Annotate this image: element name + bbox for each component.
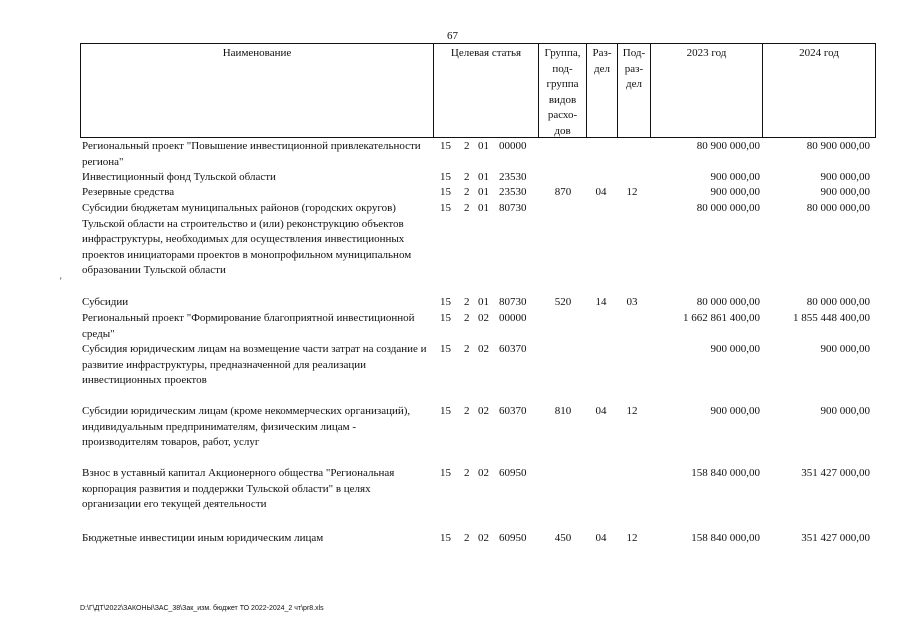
row-2024: 80 000 000,00: [806, 296, 870, 308]
header-name: [81, 44, 433, 137]
row-code-project: 02: [478, 467, 489, 479]
row-group: 520: [554, 296, 572, 308]
row-2023: 80 000 000,00: [696, 296, 760, 308]
header-subsection-line: раз-: [624, 62, 644, 75]
row-2024: 351 427 000,00: [801, 532, 870, 544]
stray-mark: ': [60, 276, 62, 286]
row-code-program: 15: [440, 467, 451, 479]
row-2023: 1 662 861 400,00: [683, 312, 760, 324]
row-2023: 80 000 000,00: [696, 202, 760, 214]
row-code-program: 15: [440, 186, 451, 198]
row-2023: 900 000,00: [710, 343, 760, 355]
row-code-subprogram: 2: [464, 202, 470, 214]
row-name: Региональный проект "Повышение инвестиционной привлекательности региона": [82, 140, 421, 168]
row-2024: 1 855 448 400,00: [793, 312, 870, 324]
row-code-direction: 60370: [499, 343, 527, 355]
row-code-program: 15: [440, 405, 451, 417]
row-2024: 80 900 000,00: [806, 140, 870, 152]
row-code-subprogram: 2: [464, 405, 470, 417]
row-code-program: 15: [440, 343, 451, 355]
row-subsection: 12: [626, 405, 638, 417]
row-name: Взнос в уставный капитал Акционерного общества "Региональная корпорация развития и поддержки Тульской области" в целях организации его текущей деятельности: [82, 467, 395, 510]
row-code-project: 02: [478, 405, 489, 417]
row-name: Бюджетные инвестиции иным юридическим лицам: [82, 532, 324, 544]
row-code-project: 02: [478, 312, 489, 324]
row-name: Субсидии юридическим лицам (кроме некоммерческих организаций), индивидуальным предпринимателям, физическим лицам - производителям товаров, работ, услуг: [82, 405, 411, 448]
row-code-program: 15: [440, 202, 451, 214]
header-subsection-line: Под-: [622, 47, 646, 59]
row-code-direction: 23530: [499, 171, 527, 183]
row-code-program: 15: [440, 171, 451, 183]
row-subsection: 03: [626, 296, 638, 308]
row-2024: 900 000,00: [820, 186, 870, 198]
row-group: 810: [554, 405, 572, 417]
row-name: Резервные средства: [82, 186, 175, 198]
row-section: 04: [595, 405, 607, 417]
row-code-subprogram: 2: [464, 296, 470, 308]
row-2023: 158 840 000,00: [691, 467, 760, 479]
row-name: Субсидия юридическим лицам на возмещение части затрат на создание и развитие инфраструктуры, предназначенной для реализации инвестиционных проектов: [82, 343, 427, 386]
row-2024: 80 000 000,00: [806, 202, 870, 214]
row-code-program: 15: [440, 532, 451, 544]
header-group-line: под-: [552, 62, 573, 75]
page-number: 67: [447, 30, 458, 42]
header-2024: [762, 44, 875, 137]
row-code-subprogram: 2: [464, 343, 470, 355]
row-2024: 900 000,00: [820, 171, 870, 183]
row-code-program: 15: [440, 296, 451, 308]
row-code-program: 15: [440, 140, 451, 152]
header-group-line: группа: [546, 78, 579, 90]
header-subsection-line: дел: [626, 78, 642, 90]
row-code-project: 01: [478, 186, 489, 198]
row-code-subprogram: 2: [464, 140, 470, 152]
row-subsection: 12: [626, 532, 638, 544]
header-group-line: видов: [548, 93, 577, 106]
header-group: [538, 44, 586, 137]
row-2023: 158 840 000,00: [691, 532, 760, 544]
row-2024: 351 427 000,00: [801, 467, 870, 479]
row-2023: 900 000,00: [710, 405, 760, 417]
header-target-label: Целевая статья: [450, 47, 522, 59]
row-code-direction: 80730: [499, 296, 527, 308]
row-name: Региональный проект "Формирование благоприятной инвестиционной среды": [82, 312, 415, 340]
row-2023: 900 000,00: [710, 171, 760, 183]
row-name: Субсидии: [82, 296, 129, 308]
table-header: [80, 43, 876, 138]
row-subsection: 12: [626, 186, 638, 198]
row-code-subprogram: 2: [464, 171, 470, 183]
row-2023: 80 900 000,00: [696, 140, 760, 152]
header-2024-label: 2024 год: [799, 47, 839, 59]
header-subsection: [617, 44, 650, 137]
row-code-subprogram: 2: [464, 532, 470, 544]
row-2024: 900 000,00: [820, 405, 870, 417]
file-path-footer: D:\Г\ДТ\2022\ЗАКОНЫ\ЗАС_38\Зак_изм. бюджет ТО 2022-2024_2 чт\pr8.xls: [80, 605, 324, 612]
header-section-line: Раз-: [592, 47, 612, 59]
row-name: Инвестиционный фонд Тульской области: [82, 171, 276, 183]
row-2023: 900 000,00: [710, 186, 760, 198]
row-code-project: 01: [478, 171, 489, 183]
row-code-direction: 00000: [499, 312, 527, 324]
row-code-project: 02: [478, 343, 489, 355]
row-group: 450: [554, 532, 572, 544]
row-code-project: 01: [478, 202, 489, 214]
row-code-direction: 60950: [499, 532, 527, 544]
header-target: [433, 44, 538, 137]
row-section: 04: [595, 532, 607, 544]
header-group-line: дов: [554, 124, 571, 137]
row-name: Субсидии бюджетам муниципальных районов (городских округов) Тульской области на строительство и (или) реконструкцию объектов инфраструктуры, необходимых для осуществления инвестиционных проектов инициаторами проектов в монопрофильном муниципальном образовании Тульской области: [82, 202, 412, 276]
header-section: [586, 44, 617, 137]
row-group: 870: [554, 186, 572, 198]
header-2023: [650, 44, 762, 137]
row-code-subprogram: 2: [464, 467, 470, 479]
row-code-direction: 60370: [499, 405, 527, 417]
row-code-project: 01: [478, 296, 489, 308]
row-code-direction: 60950: [499, 467, 527, 479]
row-code-project: 02: [478, 532, 489, 544]
row-code-direction: 80730: [499, 202, 527, 214]
header-group-line: Группа,: [544, 47, 581, 59]
row-section: 04: [595, 186, 607, 198]
row-section: 14: [595, 296, 607, 308]
header-group-line: расхо-: [547, 109, 578, 121]
row-code-direction: 23530: [499, 186, 527, 198]
row-code-direction: 00000: [499, 140, 527, 152]
header-2023-label: 2023 год: [686, 47, 727, 59]
header-name-label: Наименование: [222, 47, 292, 59]
row-code-program: 15: [440, 312, 451, 324]
row-code-project: 01: [478, 140, 489, 152]
header-section-line: дел: [594, 62, 610, 75]
row-code-subprogram: 2: [464, 186, 470, 198]
row-2024: 900 000,00: [820, 343, 870, 355]
row-code-subprogram: 2: [464, 312, 470, 324]
